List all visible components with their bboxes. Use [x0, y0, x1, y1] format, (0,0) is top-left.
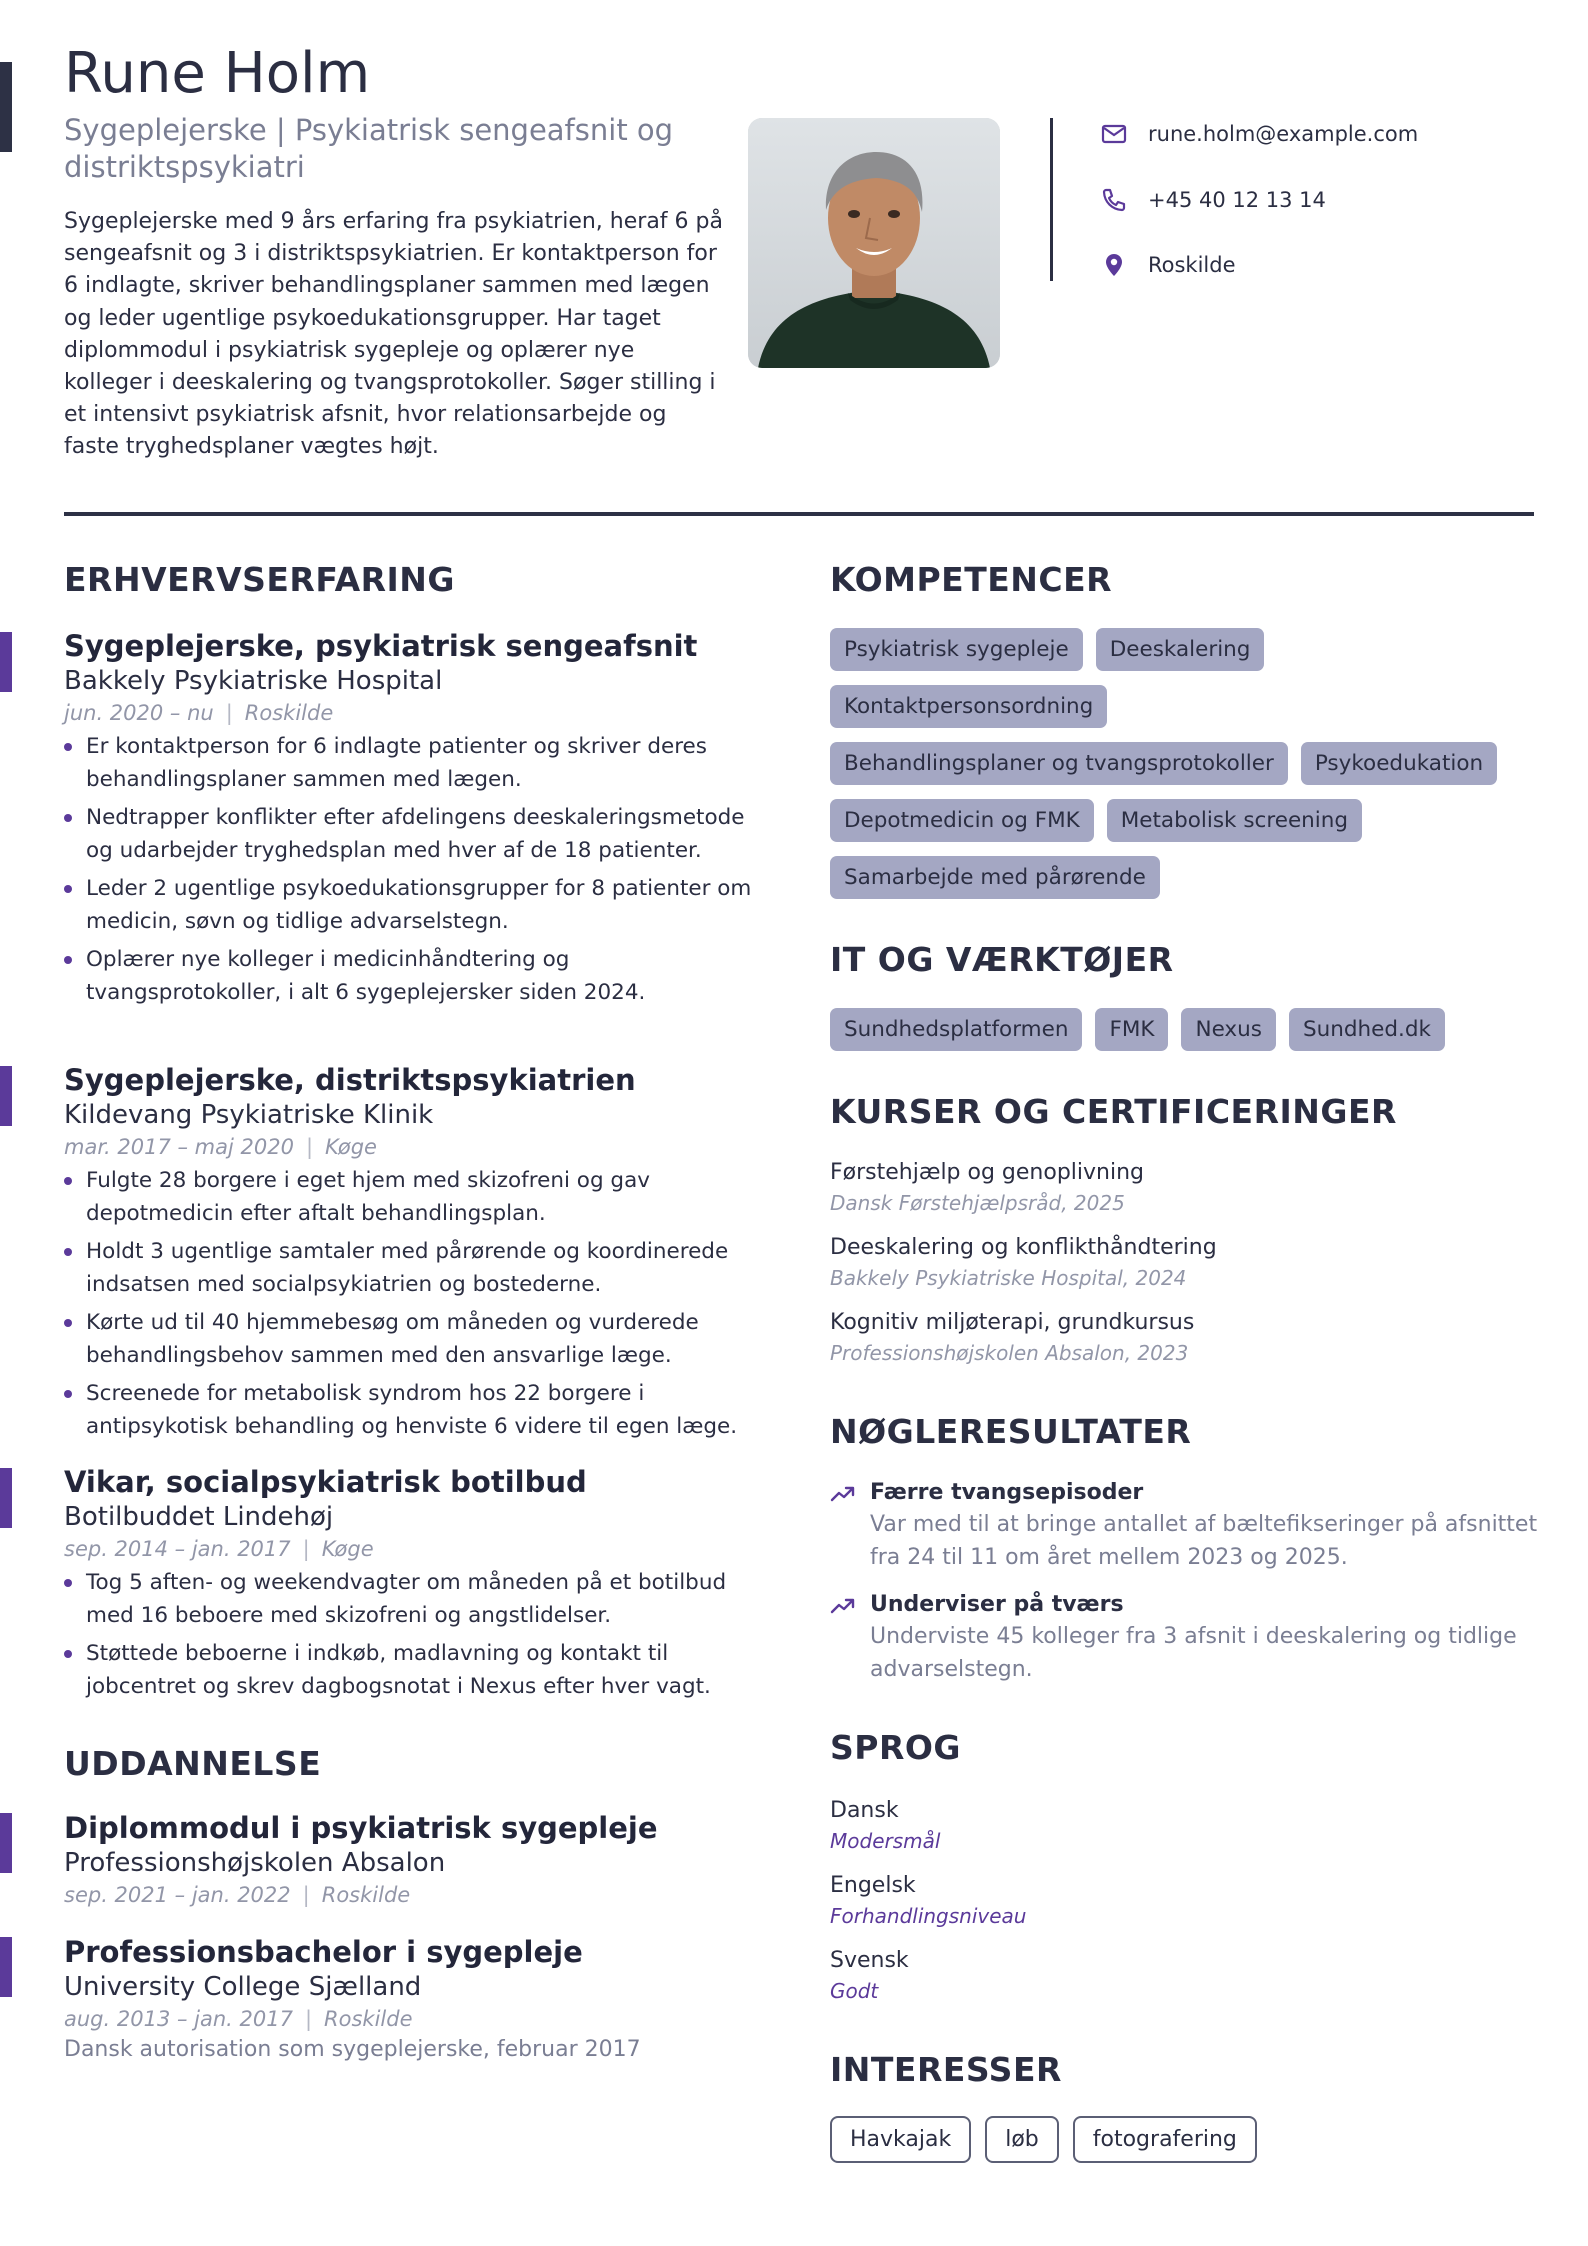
tools-list — [830, 1008, 1530, 1065]
job-bullets — [64, 730, 764, 1009]
job-bullet: Holdt 3 ugentlige samtaler med pårørende og koordinerede indsatsen med socialpsykiatrien og bostederne. — [64, 1235, 764, 1301]
result-title: Færre tvangsepisoder — [870, 1480, 1144, 1505]
skill-chip: Samarbejde med pårørende — [830, 856, 1160, 899]
job-meta: sep. 2014 – jan. 2017 | Køge — [64, 1537, 374, 1561]
school-name: Professionshøjskolen Absalon — [64, 1848, 446, 1878]
education-dates: aug. 2013 – jan. 2017 — [64, 2007, 293, 2031]
map-pin-icon — [1100, 251, 1128, 279]
phone-icon — [1100, 186, 1128, 214]
course-org: Dansk Førstehjælpsråd, 2025 — [830, 1191, 1125, 1215]
skill-chip: Metabolisk screening — [1107, 799, 1362, 842]
job-dates: mar. 2017 – maj 2020 — [64, 1135, 294, 1159]
skill-chip: Depotmedicin og FMK — [830, 799, 1094, 842]
trend-up-icon — [830, 1596, 856, 1616]
contact-phone[interactable] — [1100, 185, 1326, 215]
job-bullet: Er kontaktperson for 6 indlagte patienter og skriver deres behandlingsplaner sammen med lægen. — [64, 730, 764, 796]
skill-chip: Psykiatrisk sygepleje — [830, 628, 1083, 671]
skills-list — [830, 628, 1530, 913]
result-title: Underviser på tværs — [870, 1592, 1124, 1617]
job-meta: jun. 2020 – nu | Roskilde — [64, 701, 334, 725]
experience-item — [64, 1464, 764, 1708]
course-name: Kognitiv miljøterapi, grundkursus — [830, 1310, 1195, 1335]
education-item — [64, 1934, 764, 2066]
education-dates: sep. 2021 – jan. 2022 — [64, 1883, 291, 1907]
result-description: Underviste 45 kolleger fra 3 afsnit i deeskalering og tidlige advarselstegn. — [870, 1624, 1517, 1682]
job-bullets — [64, 1566, 764, 1703]
phone-text: +45 40 12 13 14 — [1148, 188, 1326, 212]
result-item — [830, 1478, 1550, 1574]
job-accent-bar — [0, 1066, 12, 1126]
degree-title: Professionsbachelor i sygepleje — [64, 1935, 583, 1969]
interests-list — [830, 2116, 1530, 2163]
mail-icon — [1100, 120, 1128, 148]
language-level: Forhandlingsniveau — [830, 1904, 1027, 1928]
experience-item — [64, 1062, 764, 1448]
skill-chip: Behandlingsplaner og tvangsprotokoller — [830, 742, 1288, 785]
education-meta: sep. 2021 – jan. 2022 | Roskilde — [64, 1883, 411, 1907]
job-location: Køge — [321, 1537, 374, 1561]
section-title-interests: INTERESSER — [830, 2050, 1062, 2089]
job-accent-bar — [0, 632, 12, 692]
job-dates: jun. 2020 – nu — [64, 701, 214, 725]
trend-up-icon — [830, 1484, 856, 1504]
header-accent-bar — [0, 62, 12, 152]
tool-chip: FMK — [1095, 1008, 1168, 1051]
section-title-experience: ERHVERVSERFARING — [64, 560, 456, 599]
school-name: University College Sjælland — [64, 1972, 422, 2002]
education-item — [64, 1810, 764, 1910]
education-accent-bar — [0, 1813, 12, 1873]
job-bullet: Leder 2 ugentlige psykoedukationsgrupper for 8 patienter om medicin, søvn og tidlige advarselstegn. — [64, 872, 764, 938]
language-name: Engelsk — [830, 1873, 916, 1898]
contact-email[interactable] — [1100, 119, 1418, 149]
email-text: rune.holm@example.com — [1148, 122, 1419, 146]
job-bullet: Screenede for metabolisk syndrom hos 22 borgere i antipsykotisk behandling og henviste 6 videre til egen læge. — [64, 1377, 764, 1443]
course-org: Professionshøjskolen Absalon, 2023 — [830, 1341, 1189, 1365]
education-note: Dansk autorisation som sygeplejerske, februar 2017 — [64, 2037, 641, 2062]
course-org: Bakkely Psykiatriske Hospital, 2024 — [830, 1266, 1187, 1290]
job-bullet: Kørte ud til 40 hjemmebesøg om måneden og vurderede behandlingsbehov sammen med den ansvarlige læge. — [64, 1306, 764, 1372]
section-title-languages: SPROG — [830, 1728, 962, 1767]
job-bullet: Fulgte 28 borgere i eget hjem med skizofreni og gav depotmedicin efter aftalt behandlingsplan. — [64, 1164, 764, 1230]
result-item — [830, 1590, 1550, 1686]
job-company: Bakkely Psykiatriske Hospital — [64, 666, 443, 696]
job-accent-bar — [0, 1468, 12, 1528]
section-title-education: UDDANNELSE — [64, 1744, 322, 1783]
education-location: Roskilde — [321, 1883, 411, 1907]
job-bullet: Støttede beboerne i indkøb, madlavning og kontakt til jobcentret og skrev dagbogsnotat i Nexus efter hver vagt. — [64, 1637, 764, 1703]
section-title-results: NØGLERESULTATER — [830, 1412, 1192, 1451]
job-title: Sygeplejerske, distriktspsykiatrien — [64, 1063, 636, 1097]
job-dates: sep. 2014 – jan. 2017 — [64, 1537, 291, 1561]
contact-location — [1100, 250, 1236, 280]
tool-chip: Sundhedsplatformen — [830, 1008, 1082, 1051]
header-divider — [64, 512, 1534, 516]
education-accent-bar — [0, 1937, 12, 1997]
language-level: Godt — [830, 1979, 879, 2003]
job-bullets — [64, 1164, 764, 1443]
job-bullet: Oplærer nye kolleger i medicinhåndtering og tvangsprotokoller, i alt 6 sygeplejersker siden 2024. — [64, 943, 764, 1009]
profile-summary: Sygeplejerske med 9 års erfaring fra psykiatrien, heraf 6 på sengeafsnit og 3 i distriktspsykiatrien. Er kontaktperson for 6 indlagte, skriver behandlingsplaner sammen med lægen og leder ugentlige psykoedukationsgrupper. Har taget diplommodul i psykiatrisk sygepleje og oplærer nye kolleger i deeskalering og tvangsprotokoller. Søger stilling i et intensivt psykiatrisk afsnit, hvor relationsarbejde og faste tryghedsplaner vægtes højt. — [64, 209, 723, 460]
language-item — [830, 1796, 940, 1856]
section-title-tools: IT OG VÆRKTØJER — [830, 940, 1174, 979]
profile-photo — [748, 118, 1000, 368]
language-level: Modersmål — [830, 1829, 941, 1853]
language-name: Dansk — [830, 1798, 899, 1823]
degree-title: Diplommodul i psykiatrisk sygepleje — [64, 1811, 658, 1845]
interest-chip: løb — [985, 2116, 1059, 2163]
skill-chip: Psykoedukation — [1301, 742, 1497, 785]
tool-chip: Sundhed.dk — [1289, 1008, 1445, 1051]
job-location: Roskilde — [244, 701, 334, 725]
job-meta: mar. 2017 – maj 2020 | Køge — [64, 1135, 377, 1159]
interest-chip: Havkajak — [830, 2116, 971, 2163]
language-name: Svensk — [830, 1948, 909, 1973]
section-title-courses: KURSER OG CERTIFICERINGER — [830, 1092, 1397, 1131]
job-company: Kildevang Psykiatriske Klinik — [64, 1100, 434, 1130]
course-item — [830, 1308, 1530, 1368]
education-meta: aug. 2013 – jan. 2017 | Roskilde — [64, 2007, 413, 2031]
course-item — [830, 1158, 1530, 1218]
course-name: Førstehjælp og genoplivning — [830, 1160, 1145, 1185]
headline: Sygeplejerske | Psykiatrisk sengeafsnit og distriktspsykiatri — [64, 113, 674, 184]
location-text: Roskilde — [1148, 253, 1236, 277]
tool-chip: Nexus — [1181, 1008, 1275, 1051]
skill-chip: Kontaktpersonsordning — [830, 685, 1107, 728]
course-name: Deeskalering og konflikthåndtering — [830, 1235, 1217, 1260]
interest-chip: fotografering — [1073, 2116, 1257, 2163]
experience-item — [64, 628, 764, 1014]
job-location: Køge — [325, 1135, 377, 1159]
job-title: Sygeplejerske, psykiatrisk sengeafsnit — [64, 629, 698, 663]
job-company: Botilbuddet Lindehøj — [64, 1502, 334, 1532]
course-item — [830, 1233, 1530, 1293]
language-item — [830, 1871, 1026, 1931]
result-description: Var med til at bringe antallet af bæltefikseringer på afsnittet fra 24 til 11 om året mellem 2023 og 2025. — [870, 1512, 1538, 1570]
education-location: Roskilde — [324, 2007, 413, 2031]
candidate-name: Rune Holm — [64, 41, 371, 106]
job-bullet: Nedtrapper konflikter efter afdelingens deeskaleringsmetode og udarbejder tryghedsplan med hver af de 18 patienter. — [64, 801, 764, 867]
language-item — [830, 1946, 909, 2006]
section-title-skills: KOMPETENCER — [830, 560, 1113, 599]
skill-chip: Deeskalering — [1096, 628, 1265, 671]
contact-divider — [1050, 118, 1053, 281]
job-bullet: Tog 5 aften- og weekendvagter om måneden på et botilbud med 16 beboere med skizofreni og angstlidelser. — [64, 1566, 764, 1632]
job-title: Vikar, socialpsykiatrisk botilbud — [64, 1465, 587, 1499]
